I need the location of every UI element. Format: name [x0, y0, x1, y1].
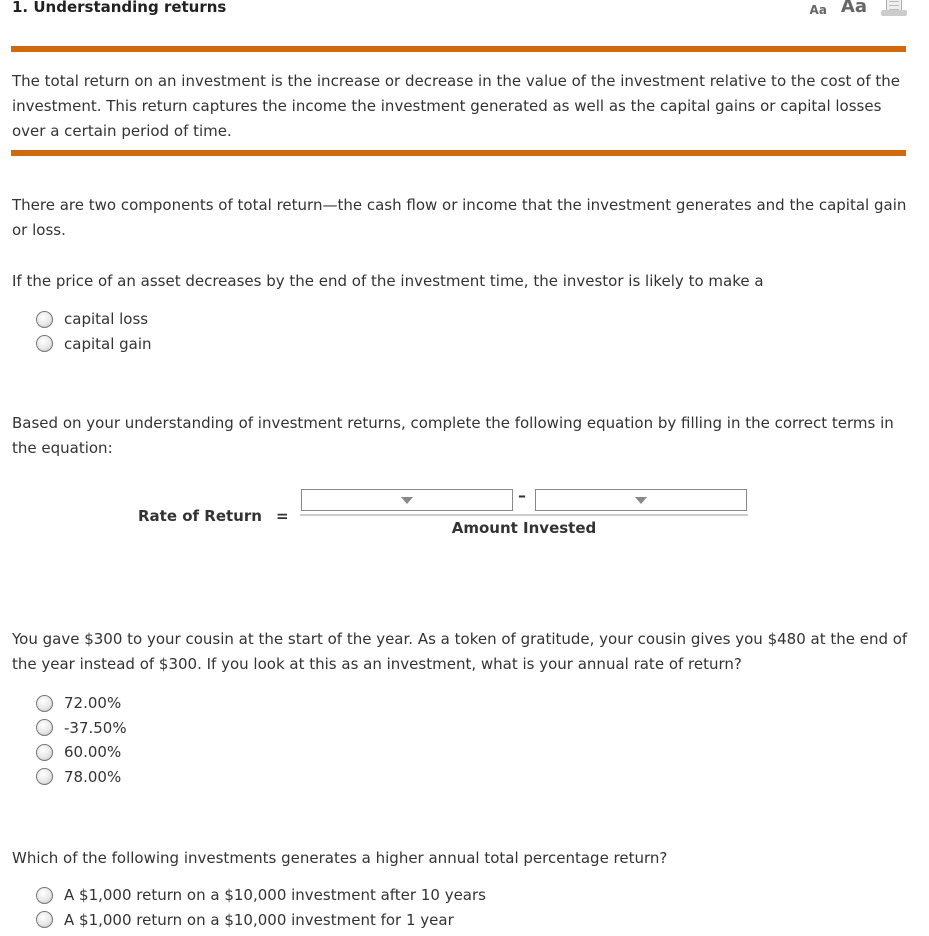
- fraction-bar: [300, 514, 748, 516]
- equation-select-2[interactable]: [535, 489, 747, 511]
- radio-button[interactable]: [36, 744, 53, 761]
- intro-text: The total return on an investment is the increase or decrease in the value of the investment relative to the cost of the investment. This return captures the income the investment generated as well as the capital gains or capital losses over a certain period of time.: [12, 72, 901, 140]
- bottom-divider: [11, 150, 906, 156]
- page-title: 1. Understanding returns: [12, 0, 227, 16]
- option-label: capital loss: [64, 310, 149, 329]
- radio-button[interactable]: [36, 911, 53, 928]
- radio-button[interactable]: [36, 719, 53, 736]
- option-for-1-year[interactable]: [36, 908, 486, 933]
- question-3-text: Which of the following investments generates a higher annual total percentage return?: [12, 849, 668, 867]
- option-label: capital gain: [64, 334, 152, 353]
- minus-sign: –: [518, 486, 526, 505]
- radio-button[interactable]: [36, 768, 53, 785]
- dropdown-arrow-icon: [401, 497, 413, 504]
- option-label: A $1,000 return on a $10,000 investment for 1 year: [64, 910, 454, 929]
- components-text: There are two components of total return—the cash flow or income that the investment generates and the capital gain or loss.: [12, 196, 907, 239]
- option-after-10-years[interactable]: [36, 883, 486, 908]
- option-label: -37.50%: [64, 718, 127, 737]
- rate-of-return-label: Rate of Return: [138, 507, 262, 525]
- radio-button[interactable]: [36, 311, 53, 328]
- option-label: 60.00%: [64, 743, 122, 762]
- font-size-small-button[interactable]: Aa: [809, 2, 827, 17]
- option-72-percent[interactable]: [36, 691, 127, 716]
- radio-button[interactable]: [36, 887, 53, 904]
- option-label: 72.00%: [64, 694, 122, 713]
- question-1-text: If the price of an asset decreases by the end of the investment time, the investor is likely to make a: [12, 272, 764, 290]
- option-78-percent[interactable]: [36, 765, 127, 790]
- option-label: 78.00%: [64, 767, 122, 786]
- print-icon[interactable]: [881, 0, 907, 17]
- question-2-text: You gave $300 to your cousin at the start of the year. As a token of gratitude, your cousin gives you $480 at the end of the year instead of $300. If you look at this as an investment, what is your annual rate of return?: [12, 630, 908, 673]
- dropdown-arrow-icon: [635, 497, 647, 504]
- font-size-large-button[interactable]: Aa: [840, 0, 867, 17]
- radio-button[interactable]: [36, 335, 53, 352]
- option-negative-37-5-percent[interactable]: [36, 716, 127, 741]
- option-60-percent[interactable]: [36, 740, 127, 765]
- top-divider: [11, 46, 906, 52]
- equation-select-1[interactable]: [301, 489, 513, 511]
- amount-invested-label: Amount Invested: [451, 519, 597, 537]
- option-capital-gain[interactable]: [36, 332, 152, 357]
- question-2-options: [36, 691, 127, 789]
- question-1-options: [36, 307, 152, 356]
- toolbar: [810, 0, 907, 17]
- radio-button[interactable]: [36, 695, 53, 712]
- equation-instructions: Based on your understanding of investment returns, complete the following equation by filling in the correct terms in the equation:: [12, 414, 894, 457]
- option-capital-loss[interactable]: [36, 307, 152, 332]
- option-label: A $1,000 return on a $10,000 investment after 10 years: [64, 886, 486, 905]
- question-3-options: [36, 883, 486, 932]
- equals-sign: =: [276, 507, 289, 525]
